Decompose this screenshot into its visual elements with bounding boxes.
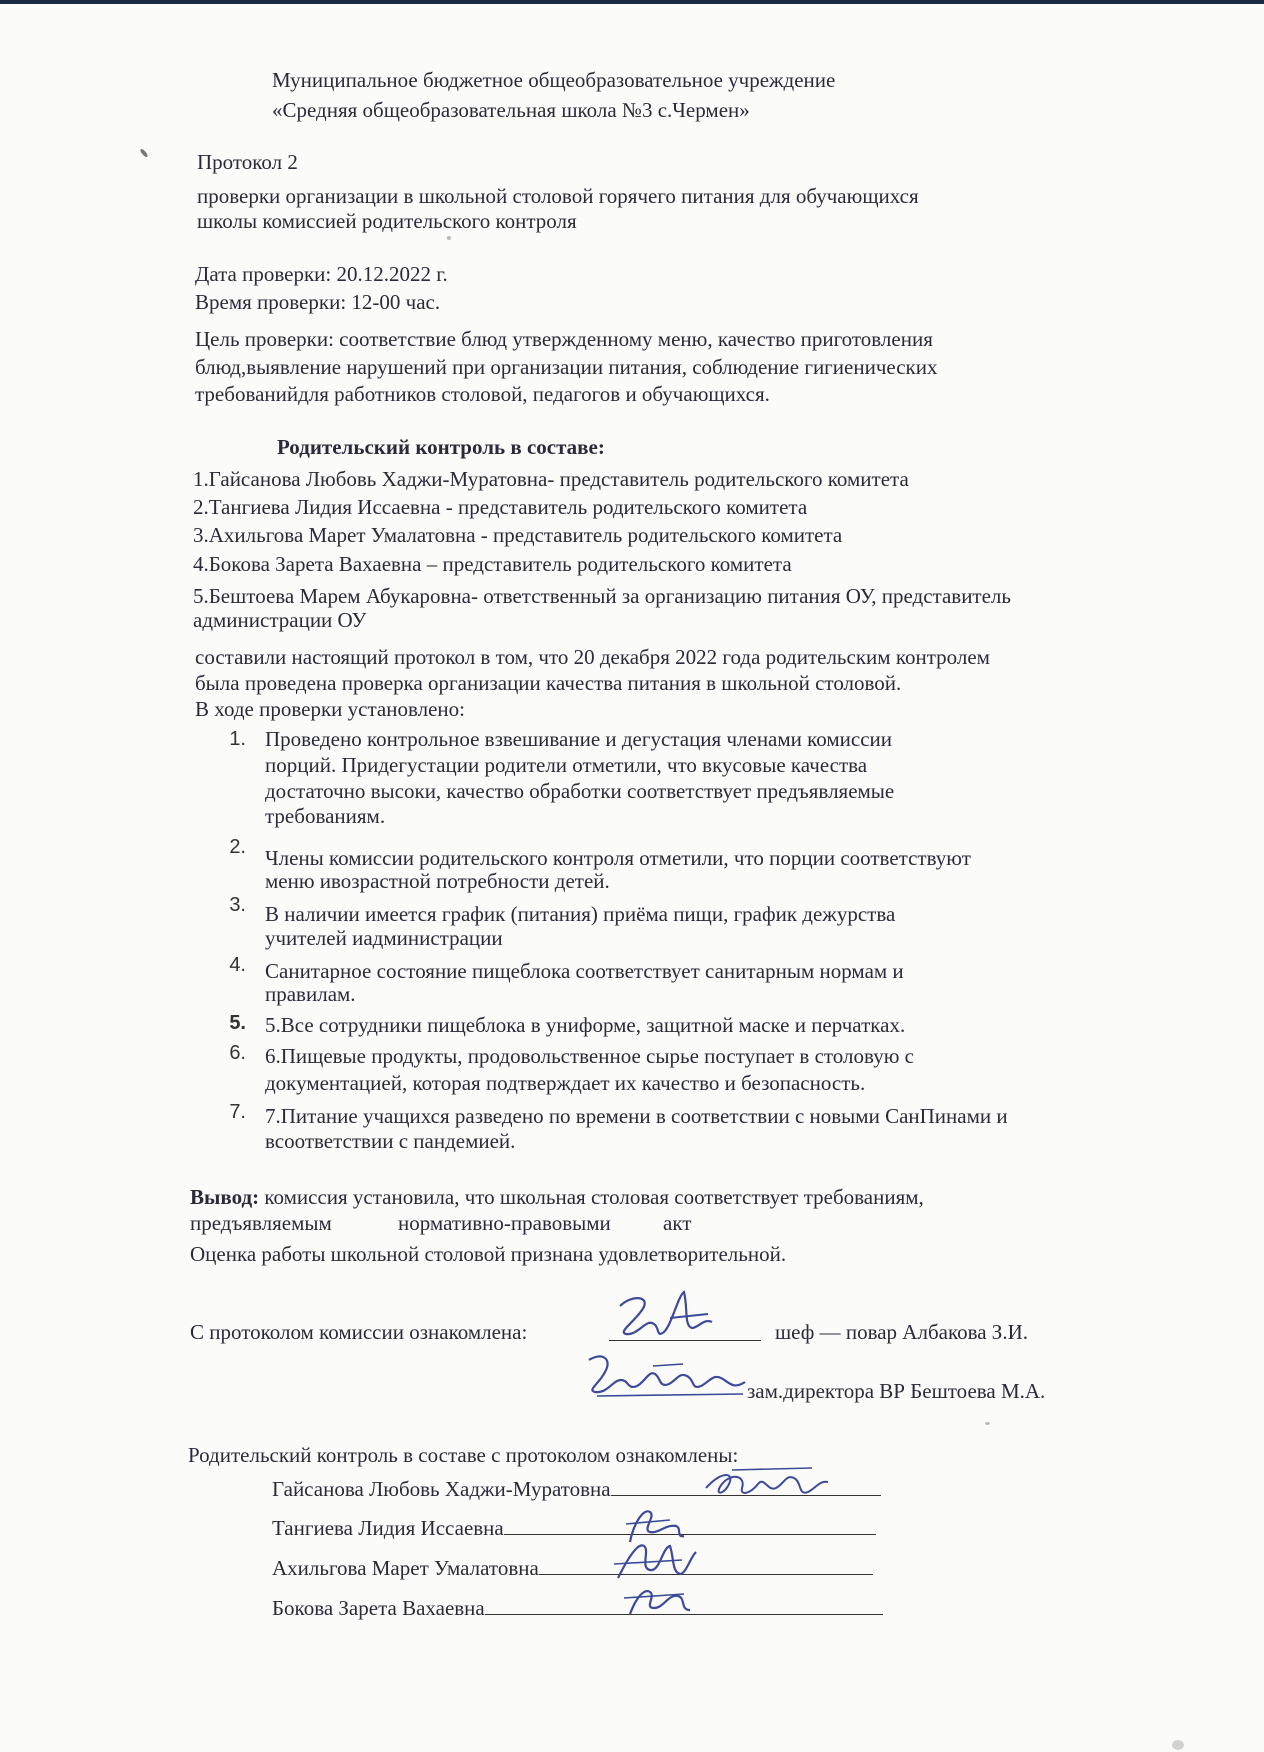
finding-line: В наличии имеется график (питания) приёма пищи, график дежурства <box>265 902 896 926</box>
inspection-time: Время проверки: 12-00 час. <box>195 290 441 314</box>
protocol-title: Протокол 2 <box>197 150 298 174</box>
purpose-line1: Цель проверки: соответствие блюд утвержденному меню, качество приготовления <box>195 327 933 351</box>
finding-line: правилам. <box>265 982 356 1006</box>
org-name-line1: Муниципальное бюджетное общеобразовательное учреждение <box>272 68 836 92</box>
intro-line1: составили настоящий протокол в том, что 20 декабря 2022 года родительским контролем <box>195 645 990 669</box>
org-name-line2: «Средняя общеобразовательная школа №3 с.Чермен» <box>272 98 750 122</box>
committee-heading: Родительский контроль в составе: <box>277 435 605 459</box>
finding-line: документацией, которая подтверждает их качество и безопасность. <box>265 1071 866 1095</box>
finding-line: порций. Придегустации родители отметили, что вкусовые качества <box>265 753 868 777</box>
finding-number: 4. <box>229 954 246 976</box>
finding-line: достаточно высоки, качество обработки соответствует предъявляемые <box>265 779 895 803</box>
committee-member: 5.Бештоева Марем Абукаровна- ответственный за организацию питания ОУ, представитель <box>193 584 1011 608</box>
signature-gaysanova <box>702 1462 832 1512</box>
parent-signatory <box>272 1556 873 1580</box>
signature-albakova <box>612 1288 722 1348</box>
signature-bokova <box>622 1580 702 1624</box>
purpose-line3: требованийдля работников столовой, педагогов и обучающихся. <box>195 382 770 406</box>
conclusion-label: Вывод: <box>190 1185 260 1209</box>
committee-member: 3.Ахильгова Марет Умалатовна - представитель родительского комитета <box>193 523 843 547</box>
committee-member: 4.Бокова Зарета Вахаевна – представитель родительского комитета <box>193 552 792 576</box>
scan-speck <box>985 1422 990 1425</box>
committee-member-continuation: администрации ОУ <box>193 608 367 632</box>
protocol-subtitle-line1: проверки организации в школьной столовой горячего питания для обучающихся <box>197 184 919 208</box>
intro-line3: В ходе проверки установлено: <box>195 697 465 721</box>
parent-name: Бокова Зарета Вахаевна <box>272 1596 485 1620</box>
ack-line2-suffix: зам.директора ВР Бештоева М.А. <box>747 1379 1046 1403</box>
finding-line: Проведено контрольное взвешивание и дегустация членами комиссии <box>265 727 893 751</box>
scan-speck <box>447 236 451 240</box>
finding-number: 5. <box>229 1012 246 1034</box>
scan-speck <box>139 148 148 158</box>
parent-name: Ахильгова Марет Умалатовна <box>272 1556 539 1580</box>
inspection-date: Дата проверки: 20.12.2022 г. <box>195 262 448 286</box>
finding-line: 6.Пищевые продукты, продовольственное сырье поступает в столовую с <box>265 1044 914 1068</box>
finding-line: всоответствии с пандемией. <box>265 1129 516 1153</box>
finding-line: меню ивозрастной потребности детей. <box>265 869 610 893</box>
committee-member: 1.Гайсанова Любовь Хаджи-Муратовна- представитель родительского комитета <box>193 467 909 491</box>
conclusion-text: комиссия установила, что школьная столовая соответствует требованиям, <box>259 1185 924 1209</box>
finding-number: 7. <box>229 1101 246 1123</box>
parents-heading: Родительский контроль в составе с протоколом ознакомлены: <box>188 1443 739 1467</box>
finding-number: 2. <box>229 836 246 858</box>
finding-line: 7.Питание учащихся разведено по времени в соответствии с новыми СанПинами и <box>265 1104 1008 1128</box>
parent-signatory <box>272 1596 883 1620</box>
protocol-subtitle-line2: школы комиссией родительского контроля <box>197 209 577 233</box>
finding-line: Члены комиссии родительского контроля отметили, что порции соответствуют <box>265 846 971 870</box>
signature-beshtoeva <box>583 1350 753 1400</box>
parent-signatory <box>272 1516 876 1540</box>
intro-line2: была проведена проверка организации качества питания в школьной столовой. <box>195 671 902 695</box>
parent-name: Тангиева Лидия Иссаевна <box>272 1516 504 1540</box>
finding-number: 1. <box>229 728 246 750</box>
signature-line <box>539 1556 873 1575</box>
parent-name: Гайсанова Любовь Хаджи-Муратовна <box>272 1477 611 1501</box>
purpose-line2: блюд,выявление нарушений при организации питания, соблюдение гигиенических <box>195 355 938 379</box>
committee-member: 2.Тангиева Лидия Иссаевна - представитель родительского комитета <box>193 495 808 519</box>
finding-number: 6. <box>229 1042 246 1064</box>
conclusion-line3: Оценка работы школьной столовой признана удовлетворительной. <box>190 1242 787 1266</box>
conclusion-line2a: предъявляемым <box>190 1211 332 1235</box>
finding-line: 5.Все сотрудники пищеблока в униформе, защитной маске и перчатках. <box>265 1013 906 1037</box>
finding-number: 3. <box>229 894 246 916</box>
finding-line: Санитарное состояние пищеблока соответствует санитарным нормам и <box>265 959 904 983</box>
conclusion-line1 <box>190 1185 924 1209</box>
conclusion-line2b: нормативно-правовыми <box>398 1211 611 1235</box>
ack-line1-prefix: С протоколом комиссии ознакомлена: <box>190 1320 528 1344</box>
finding-line: требованиям. <box>265 804 386 828</box>
scan-edge <box>0 0 1264 4</box>
conclusion-line2c: акт <box>663 1211 692 1235</box>
scan-speck <box>1172 1740 1184 1750</box>
ack-line1-suffix: шеф — повар Албакова З.И. <box>775 1320 1028 1344</box>
finding-line: учителей иадминистрации <box>265 926 503 950</box>
